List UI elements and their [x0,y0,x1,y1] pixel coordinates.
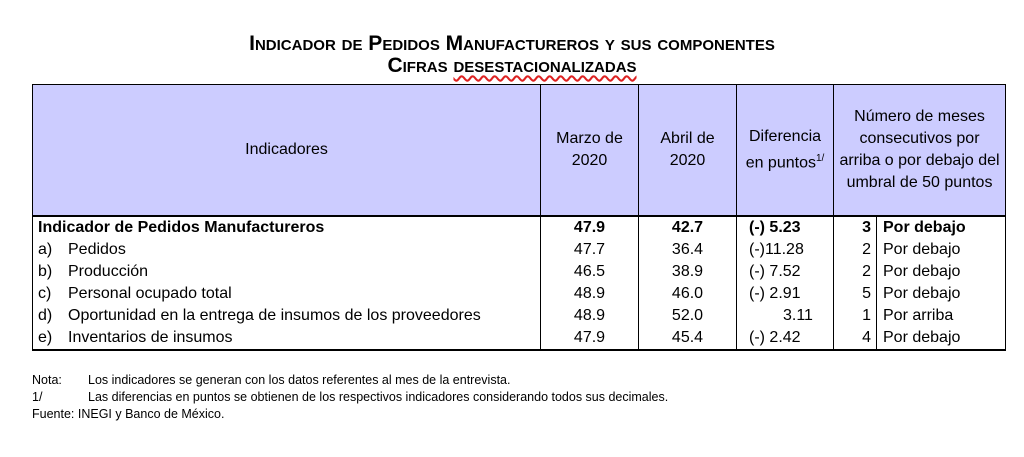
row-label: Producción [68,263,149,280]
table-row [33,327,1006,350]
row-indicator [33,239,541,261]
header-indicators: Indicadores [33,85,541,217]
row-months-count: 1 [834,305,877,327]
row-months-count: 3 [834,216,877,239]
table-row [33,239,1006,261]
row-direction: Por debajo [877,283,1006,305]
note-key: Nota: [32,373,62,387]
row-difference: (-)11.28 [737,239,834,261]
note-key: 1/ [32,390,43,404]
header-difference-label: Diferencia en puntos [745,127,822,172]
row-indicator [33,216,541,239]
table-title: Indicador de Pedidos Manufactureros y sus componentes [249,32,775,55]
note-text: Los indicadores se generan con los datos referentes al mes de la entrevista. [88,373,511,387]
header-months-count: Número de meses consecutivos por arriba o por debajo del umbral de 50 puntos [834,85,1006,217]
row-label: Pedidos [68,241,126,258]
source-text: Fuente: INEGI y Banco de México. [32,407,225,421]
table-row [33,305,1006,327]
row-months-count: 5 [834,283,877,305]
table-row [33,261,1006,283]
row-march-value: 47.9 [541,216,639,239]
row-direction: Por arriba [877,305,1006,327]
row-indicator [33,327,541,350]
row-difference: 3.11 [737,305,834,327]
row-months-count: 4 [834,327,877,350]
row-difference: (-) 7.52 [737,261,834,283]
row-difference: (-) 2.91 [737,283,834,305]
row-prefix: e) [38,329,53,346]
header-march-2020: Marzo de 2020 [541,85,639,217]
row-difference: (-) 5.23 [737,216,834,239]
note-text: Las diferencias en puntos se obtienen de los respectivos indicadores considerando todos sus decimales. [88,390,669,404]
row-indicator [33,305,541,327]
row-prefix: d) [38,307,53,324]
row-march-value: 47.7 [541,239,639,261]
row-april-value: 46.0 [639,283,737,305]
note-source [32,406,668,423]
table-subtitle [0,55,1024,77]
header-difference [737,85,834,217]
row-april-value: 38.9 [639,261,737,283]
row-march-value: 46.5 [541,261,639,283]
row-april-value: 52.0 [639,305,737,327]
table-row [33,216,1006,239]
header-difference-footnote: 1/ [815,152,825,164]
row-direction: Por debajo [877,261,1006,283]
note-footnote-1 [32,389,668,406]
row-march-value: 47.9 [541,327,639,350]
row-label: Oportunidad en la entrega de insumos de los proveedores [68,307,481,324]
subtitle-prefix: Cifras [387,54,448,77]
indicators-table [32,84,1006,351]
note-general [32,372,668,389]
table-header-row [33,85,1006,217]
row-march-value: 48.9 [541,283,639,305]
row-prefix: c) [38,285,52,302]
row-direction: Por debajo [877,239,1006,261]
subtitle-word: desestacionalizadas [453,54,637,77]
row-indicator [33,261,541,283]
row-months-count: 2 [834,239,877,261]
row-label: Personal ocupado total [68,285,232,302]
row-label: Inventarios de insumos [68,329,233,346]
row-march-value: 48.9 [541,305,639,327]
row-indicator [33,283,541,305]
header-april-2020: Abril de 2020 [639,85,737,217]
row-april-value: 36.4 [639,239,737,261]
row-direction: Por debajo [877,216,1006,239]
row-direction: Por debajo [877,327,1006,350]
row-april-value: 42.7 [639,216,737,239]
footnotes [32,372,668,423]
row-months-count: 2 [834,261,877,283]
row-label: Indicador de Pedidos Manufactureros [38,219,325,236]
row-april-value: 45.4 [639,327,737,350]
row-prefix: a) [38,241,53,258]
row-difference: (-) 2.42 [737,327,834,350]
row-prefix: b) [38,263,53,280]
table-row [33,283,1006,305]
